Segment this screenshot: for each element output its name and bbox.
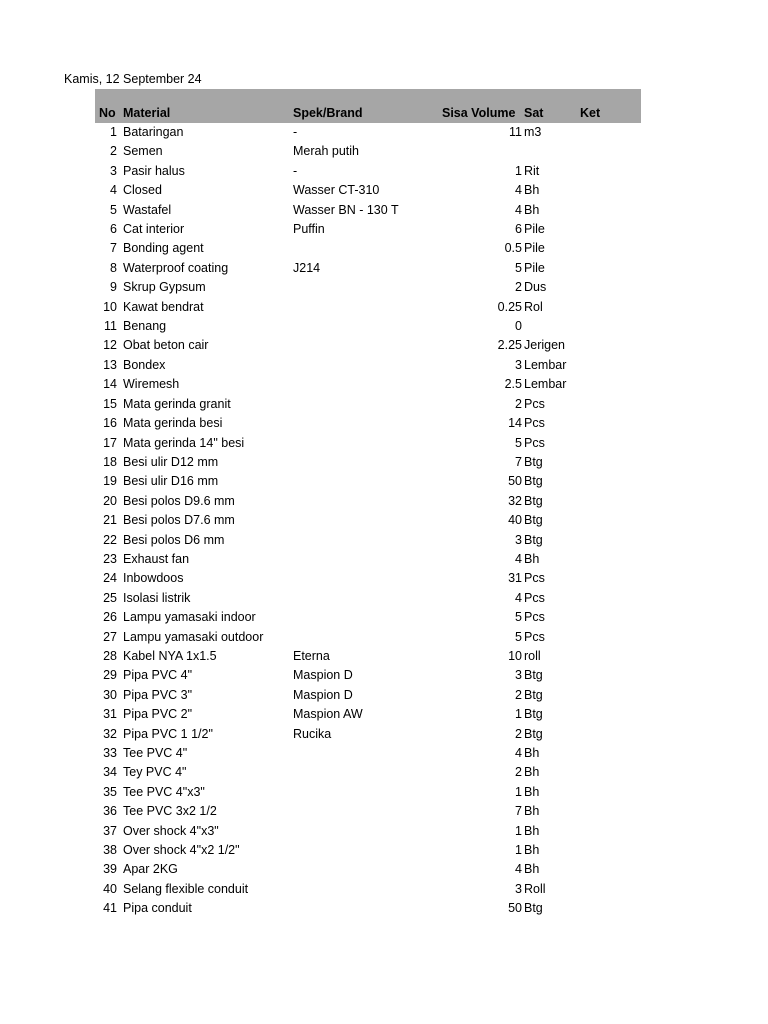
table-row xyxy=(95,647,641,666)
row-no: 34 xyxy=(103,765,117,780)
table-row xyxy=(95,763,641,782)
row-material: Cat interior xyxy=(123,222,185,237)
table-row xyxy=(95,375,641,394)
row-material: Lampu yamasaki outdoor xyxy=(123,629,264,644)
table-row xyxy=(95,181,641,200)
row-material: Wastafel xyxy=(123,202,172,217)
row-no: 33 xyxy=(103,746,117,760)
row-sisa-volume: 4 xyxy=(515,862,522,877)
row-material: Pipa conduit xyxy=(123,901,192,916)
row-sisa-volume: 50 xyxy=(508,474,522,489)
row-material: Besi polos D6 mm xyxy=(123,532,225,547)
header-no: No xyxy=(99,106,116,120)
row-material: Mata gerinda 14" besi xyxy=(123,435,245,450)
row-sisa-volume: 3 xyxy=(515,881,522,896)
row-sat: Dus xyxy=(524,280,547,295)
table-row xyxy=(95,395,641,414)
row-material: Over shock 4"x2 1/2" xyxy=(123,843,240,858)
table-row xyxy=(95,278,641,297)
row-sat: Bh xyxy=(524,551,540,566)
table-row xyxy=(95,162,641,181)
row-material: Semen xyxy=(123,144,163,159)
row-sat: Btg xyxy=(524,726,543,741)
table-row xyxy=(95,472,641,491)
table-row xyxy=(95,298,641,317)
table-row xyxy=(95,511,641,530)
row-sisa-volume: 3 xyxy=(515,668,522,683)
table-row xyxy=(95,744,641,763)
table-row xyxy=(95,686,641,705)
row-sisa-volume: 5 xyxy=(515,629,522,644)
row-sat: Lembar xyxy=(524,357,567,372)
row-material: Mata gerinda besi xyxy=(123,416,223,431)
row-sat: Rol xyxy=(524,299,543,314)
row-material: Besi ulir D12 mm xyxy=(123,454,219,469)
row-spek-brand: - xyxy=(293,163,298,178)
row-sisa-volume: 4 xyxy=(515,746,522,760)
row-sisa-volume: 14 xyxy=(508,416,522,431)
table-row xyxy=(95,434,641,453)
table-row xyxy=(95,414,641,433)
row-sat: Pcs xyxy=(524,590,545,605)
row-no: 24 xyxy=(103,571,117,586)
row-sisa-volume: 4 xyxy=(515,590,522,605)
row-material: Tey PVC 4" xyxy=(123,765,187,780)
row-spek-brand: Rucika xyxy=(293,726,332,741)
row-sisa-volume: 2 xyxy=(515,280,522,295)
table-row xyxy=(95,531,641,550)
row-material: Pipa PVC 2" xyxy=(123,707,193,722)
row-material: Apar 2KG xyxy=(123,862,178,877)
row-spek-brand: Maspion D xyxy=(293,687,353,702)
row-sisa-volume: 7 xyxy=(515,804,522,819)
row-no: 11 xyxy=(104,319,117,334)
row-no: 36 xyxy=(103,804,117,819)
row-sat: Pile xyxy=(524,260,545,275)
row-sisa-volume: 4 xyxy=(515,183,522,198)
row-sisa-volume: 0.25 xyxy=(497,299,522,314)
table-row xyxy=(95,899,641,918)
row-sat: Bh xyxy=(524,862,540,877)
row-sat: Btg xyxy=(524,493,543,508)
row-material: Tee PVC 4"x3" xyxy=(123,784,205,799)
table-row xyxy=(95,783,641,802)
row-no: 14 xyxy=(103,377,117,392)
row-sisa-volume: 11 xyxy=(509,125,522,139)
row-no: 28 xyxy=(103,648,117,663)
row-no: 9 xyxy=(110,280,117,295)
row-sat: Pcs xyxy=(524,571,545,586)
row-sat: Btg xyxy=(524,901,543,916)
table-row xyxy=(95,317,641,336)
table-header xyxy=(95,89,641,123)
row-no: 7 xyxy=(110,241,117,256)
table-row xyxy=(95,239,641,258)
row-spek-brand: Wasser CT-310 xyxy=(293,183,380,198)
row-sisa-volume: 5 xyxy=(515,260,522,275)
row-material: Mata gerinda granit xyxy=(123,396,231,411)
row-material: Isolasi listrik xyxy=(123,590,191,605)
table-body xyxy=(95,123,641,919)
row-no: 19 xyxy=(103,474,117,489)
table-row xyxy=(95,589,641,608)
row-sat: roll xyxy=(524,648,541,663)
row-sisa-volume: 1 xyxy=(515,163,522,178)
row-sat: Bh xyxy=(524,183,540,198)
row-spek-brand: - xyxy=(293,125,298,139)
row-material: Over shock 4"x3" xyxy=(123,823,219,838)
table-row xyxy=(95,220,641,239)
table-row xyxy=(95,725,641,744)
row-no: 38 xyxy=(103,843,117,858)
row-no: 10 xyxy=(103,299,117,314)
row-sat: m3 xyxy=(524,125,542,139)
row-material: Closed xyxy=(123,183,162,198)
row-sisa-volume: 2 xyxy=(515,726,522,741)
table-row xyxy=(95,608,641,627)
row-sat: Bh xyxy=(524,784,540,799)
table-row xyxy=(95,492,641,511)
row-sat: Btg xyxy=(524,474,543,489)
row-material: Lampu yamasaki indoor xyxy=(123,610,256,625)
row-sisa-volume: 31 xyxy=(508,571,522,586)
row-sisa-volume: 50 xyxy=(508,901,522,916)
row-sat: Bh xyxy=(524,823,540,838)
table-row xyxy=(95,628,641,647)
row-sisa-volume: 1 xyxy=(515,823,522,838)
row-no: 12 xyxy=(103,338,117,353)
row-material: Inbowdoos xyxy=(123,571,184,586)
row-no: 5 xyxy=(110,202,117,217)
row-material: Kabel NYA 1x1.5 xyxy=(123,648,217,663)
row-material: Besi ulir D16 mm xyxy=(123,474,219,489)
row-sat: Btg xyxy=(524,454,543,469)
row-no: 2 xyxy=(110,144,117,159)
row-material: Kawat bendrat xyxy=(123,299,204,314)
table-row xyxy=(95,822,641,841)
row-sat: Bh xyxy=(524,804,540,819)
row-no: 37 xyxy=(103,823,117,838)
table-row xyxy=(95,336,641,355)
row-material: Waterproof coating xyxy=(123,260,229,275)
row-sisa-volume: 6 xyxy=(515,222,522,237)
row-material: Tee PVC 4" xyxy=(123,746,188,760)
row-no: 15 xyxy=(103,396,117,411)
row-no: 20 xyxy=(103,493,117,508)
row-no: 13 xyxy=(103,357,117,372)
row-no: 39 xyxy=(103,862,117,877)
row-sisa-volume: 0.5 xyxy=(504,241,522,256)
row-sisa-volume: 1 xyxy=(515,707,522,722)
header-sat: Sat xyxy=(524,106,544,120)
row-no: 17 xyxy=(103,435,117,450)
table-row xyxy=(95,841,641,860)
row-spek-brand: Merah putih xyxy=(293,144,360,159)
row-no: 3 xyxy=(110,163,117,178)
row-no: 16 xyxy=(103,416,117,431)
row-sisa-volume: 5 xyxy=(515,435,522,450)
row-sat: Roll xyxy=(524,881,546,896)
row-sisa-volume: 3 xyxy=(515,357,522,372)
table-row xyxy=(95,259,641,278)
row-sisa-volume: 3 xyxy=(515,532,522,547)
row-no: 21 xyxy=(103,513,117,528)
row-material: Besi polos D7.6 mm xyxy=(123,513,235,528)
row-sat: Bh xyxy=(524,746,540,760)
row-material: Obat beton cair xyxy=(123,338,209,353)
row-material: Pipa PVC 1 1/2" xyxy=(123,726,213,741)
row-sat: Bh xyxy=(524,765,540,780)
row-sisa-volume: 4 xyxy=(515,202,522,217)
header-material: Material xyxy=(123,106,171,120)
row-sisa-volume: 2.25 xyxy=(497,338,522,353)
row-sat: Rit xyxy=(524,163,540,178)
row-sisa-volume: 2 xyxy=(515,687,522,702)
header-spek-brand: Spek/Brand xyxy=(293,106,363,120)
row-no: 31 xyxy=(103,707,117,722)
row-material: Besi polos D9.6 mm xyxy=(123,493,235,508)
row-no: 1 xyxy=(110,125,117,139)
table-row xyxy=(95,569,641,588)
row-sat: Btg xyxy=(524,532,543,547)
header-sisa-volume: Sisa Volume xyxy=(442,106,516,120)
row-sisa-volume: 2 xyxy=(515,765,522,780)
row-spek-brand: Puffin xyxy=(293,222,325,237)
table-row xyxy=(95,201,641,220)
row-material: Pasir halus xyxy=(123,163,185,178)
row-sat: Bh xyxy=(524,202,540,217)
row-sat: Bh xyxy=(524,843,540,858)
row-material: Tee PVC 3x2 1/2 xyxy=(123,804,217,819)
row-sat: Pile xyxy=(524,222,545,237)
row-material: Bondex xyxy=(123,357,166,372)
row-material: Selang flexible conduit xyxy=(123,881,249,896)
row-sat: Btg xyxy=(524,707,543,722)
row-sat: Jerigen xyxy=(524,338,565,353)
row-no: 4 xyxy=(110,183,117,198)
row-spek-brand: Maspion AW xyxy=(293,707,363,722)
row-material: Pipa PVC 4" xyxy=(123,668,193,683)
material-table xyxy=(95,89,641,919)
row-no: 18 xyxy=(103,454,117,469)
table-row xyxy=(95,123,641,142)
table-row xyxy=(95,550,641,569)
row-no: 22 xyxy=(103,532,117,547)
table-row xyxy=(95,705,641,724)
row-no: 27 xyxy=(103,629,117,644)
row-sisa-volume: 1 xyxy=(515,843,522,858)
row-sat: Btg xyxy=(524,668,543,683)
row-no: 29 xyxy=(103,668,117,683)
row-no: 30 xyxy=(103,687,117,702)
row-no: 6 xyxy=(110,222,117,237)
row-spek-brand: J214 xyxy=(293,260,321,275)
row-sat: Pcs xyxy=(524,396,545,411)
table-row xyxy=(95,453,641,472)
header-ket: Ket xyxy=(580,106,601,120)
row-material: Pipa PVC 3" xyxy=(123,687,193,702)
row-no: 41 xyxy=(103,901,117,916)
row-material: Bonding agent xyxy=(123,241,204,256)
row-sat: Pcs xyxy=(524,416,545,431)
table-row xyxy=(95,880,641,899)
row-sisa-volume: 7 xyxy=(515,454,522,469)
row-material: Wiremesh xyxy=(123,377,180,392)
row-material: Bataringan xyxy=(123,125,184,139)
row-sisa-volume: 1 xyxy=(515,784,522,799)
row-sisa-volume: 32 xyxy=(508,493,522,508)
row-spek-brand: Wasser BN - 130 T xyxy=(293,202,399,217)
row-no: 26 xyxy=(103,610,117,625)
row-sisa-volume: 40 xyxy=(508,513,522,528)
row-no: 32 xyxy=(103,726,117,741)
table-row xyxy=(95,666,641,685)
row-no: 35 xyxy=(103,784,117,799)
row-spek-brand: Eterna xyxy=(293,648,330,663)
row-sisa-volume: 10 xyxy=(508,648,522,663)
row-sat: Pcs xyxy=(524,435,545,450)
row-sisa-volume: 5 xyxy=(515,610,522,625)
row-sat: Pile xyxy=(524,241,545,256)
row-no: 40 xyxy=(103,881,117,896)
table-row xyxy=(95,802,641,821)
row-sat: Pcs xyxy=(524,610,545,625)
row-sisa-volume: 2.5 xyxy=(504,377,522,392)
row-material: Benang xyxy=(123,319,167,334)
row-no: 8 xyxy=(110,260,117,275)
row-sisa-volume: 4 xyxy=(515,551,522,566)
row-material: Exhaust fan xyxy=(123,551,190,566)
row-no: 25 xyxy=(103,590,117,605)
row-no: 23 xyxy=(103,551,117,566)
row-sat: Btg xyxy=(524,687,543,702)
row-sisa-volume: 2 xyxy=(515,396,522,411)
table-row xyxy=(95,356,641,375)
row-spek-brand: Maspion D xyxy=(293,668,353,683)
row-sat: Pcs xyxy=(524,629,545,644)
table-row xyxy=(95,142,641,161)
row-sisa-volume: 0 xyxy=(515,319,522,334)
row-sat: Lembar xyxy=(524,377,567,392)
date-label: Kamis, 12 September 24 xyxy=(64,72,202,86)
table-row xyxy=(95,860,641,879)
row-material: Skrup Gypsum xyxy=(123,280,206,295)
row-sat: Btg xyxy=(524,513,543,528)
